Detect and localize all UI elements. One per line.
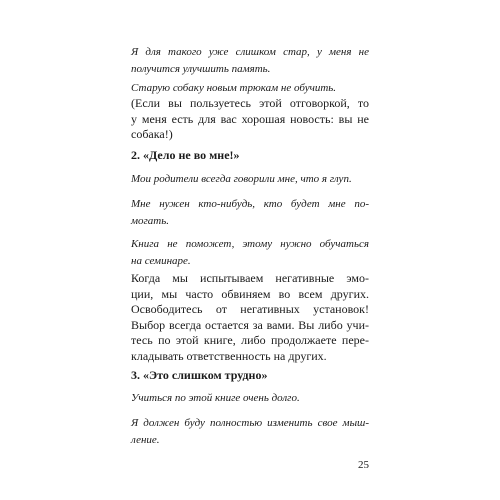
text-line: Когда мы испытываем негативные эмо-	[131, 271, 369, 285]
text-line: кладывать ответственность на других.	[131, 348, 327, 363]
heading-text: 3. «Это слишком трудно»	[131, 368, 268, 382]
text-line: у меня есть для вас хорошая новость: вы не	[131, 111, 369, 126]
italic-paragraph	[131, 44, 369, 78]
italic-paragraph	[131, 236, 369, 270]
text-line: получится улучшить память.	[131, 63, 271, 75]
text-line: ление.	[131, 434, 160, 446]
text-line: Я для такого уже слишком стар, у меня не	[131, 46, 369, 58]
text-line: Книга не поможет, этому нужно обучаться	[131, 238, 369, 250]
section-heading	[131, 368, 369, 383]
paragraph	[131, 96, 369, 143]
italic-paragraph	[131, 390, 369, 407]
text-line: Мне нужен кто-нибудь, кто будет мне по-	[131, 198, 369, 210]
text-line: Я должен буду полностью изменить свое мыш-	[131, 417, 369, 429]
text-line: Мои родители всегда говорили мне, что я глуп.	[131, 173, 352, 185]
text-line: ции, мы часто обвиняем во всем других.	[131, 286, 369, 301]
italic-paragraph	[131, 196, 369, 230]
page-number: 25	[358, 459, 369, 471]
text-line: Учиться по этой книге очень долго.	[131, 392, 300, 404]
text-line: Освободитесь от негативных установок!	[131, 302, 369, 316]
section-heading	[131, 148, 369, 163]
italic-paragraph	[131, 171, 369, 188]
text-line: собака!)	[131, 127, 173, 141]
text-line: Выбор всегда остается за вами. Вы либо учи-	[131, 317, 369, 332]
heading-text: 2. «Дело не во мне!»	[131, 148, 240, 162]
text-line: Старую собаку новым трюкам не обучить.	[131, 82, 337, 94]
text-line: на семинаре.	[131, 255, 191, 267]
book-page	[131, 0, 371, 500]
paragraph	[131, 271, 369, 364]
text-line: тесь по этой книге, либо продолжаете пере-	[131, 333, 369, 347]
text-line: (Если вы пользуетесь этой отговоркой, то	[131, 96, 369, 110]
text-line: могать.	[131, 215, 170, 227]
italic-paragraph	[131, 415, 369, 449]
italic-paragraph	[131, 80, 369, 97]
